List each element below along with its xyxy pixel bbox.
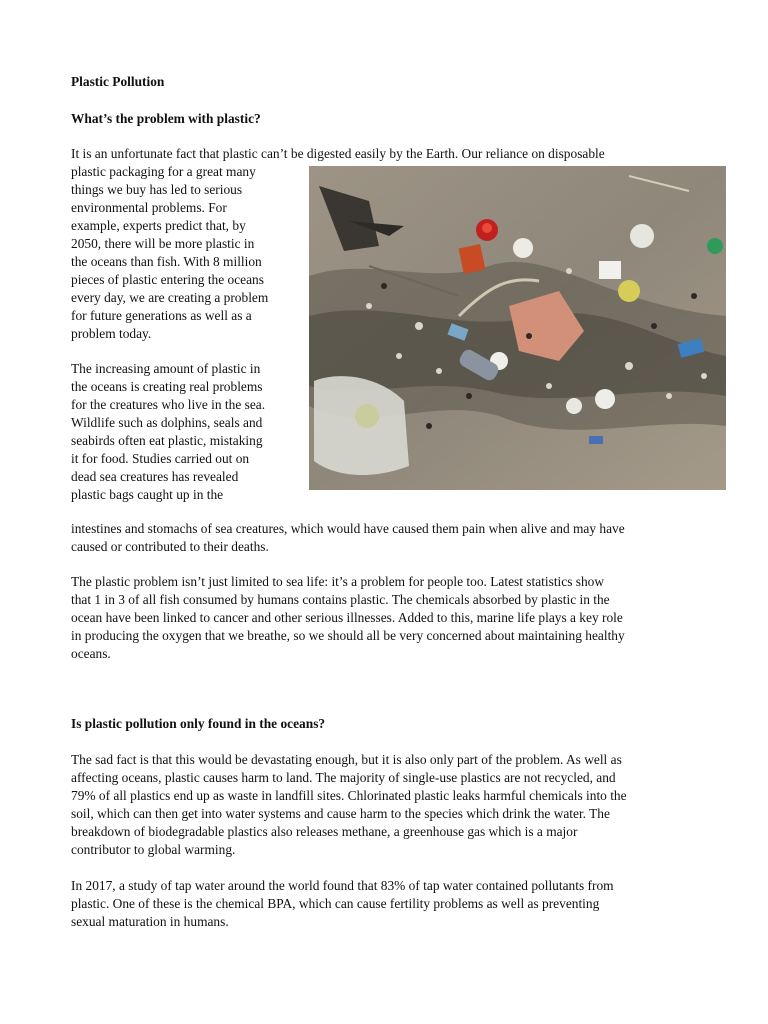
paragraph-line: environmental problems. For [71, 200, 227, 215]
paragraph-line: In 2017, a study of tap water around the world found that 83% of tap water contained pollutants from [71, 878, 614, 893]
paragraph-line: plastic bags caught up in the [71, 487, 224, 502]
paragraph-line: It is an unfortunate fact that plastic can’t be digested easily by the Earth. Our reliance on disposable [71, 146, 605, 161]
paragraph-line: things we buy has led to serious [71, 182, 243, 197]
section-heading: What’s the problem with plastic? [71, 111, 261, 126]
paragraph-line: 2050, there will be more plastic in [71, 236, 255, 251]
paragraph-line: The increasing amount of plastic in [71, 361, 261, 376]
paragraph-line: the oceans is creating real problems [71, 379, 263, 394]
paragraph-line: plastic packaging for a great many [71, 164, 256, 179]
paragraph-line: plastic. One of these is the chemical BPA, which can cause fertility problems as well as preventing [71, 896, 600, 911]
paragraph-line: soil, which can then get into water systems and cause harm to the species which drink the water. The [71, 806, 610, 821]
paragraph-line: intestines and stomachs of sea creatures, which would have caused them pain when alive and may have [71, 521, 625, 536]
section-heading: Is plastic pollution only found in the oceans? [71, 716, 326, 731]
paragraph-line: pieces of plastic entering the oceans [71, 272, 264, 287]
paragraph-line: every day, we are creating a problem [71, 290, 269, 305]
paragraph-line: caused or contributed to their deaths. [71, 539, 269, 554]
document-title: Plastic Pollution [71, 74, 165, 89]
paragraph-line: it for food. Studies carried out on [71, 451, 250, 466]
paragraph-line: example, experts predict that, by [71, 218, 246, 233]
paragraph-line: for the creatures who live in the sea. [71, 397, 266, 412]
paragraph-line: for future generations as well as a [71, 308, 252, 323]
paragraph-line: in producing the oxygen that we breathe, so we should all be very concerned about maintaining healthy [71, 628, 625, 643]
paragraph-line: The plastic problem isn’t just limited to sea life: it’s a problem for people too. Latest statistics show [71, 574, 605, 589]
paragraph-line: the oceans than fish. With 8 million [71, 254, 262, 269]
paragraph-line: Wildlife such as dolphins, seals and [71, 415, 263, 430]
paragraph-line: breakdown of biodegradable plastics also releases methane, a greenhouse gas which is a major [71, 824, 578, 839]
plastic-debris-photo [309, 166, 726, 490]
paragraph-line: that 1 in 3 of all fish consumed by humans contains plastic. The chemicals absorbed by plastic in the [71, 592, 610, 607]
paragraph-line: seabirds often eat plastic, mistaking [71, 433, 263, 448]
paragraph-line: affecting oceans, plastic causes harm to land. The majority of single-use plastics are not recycled, and [71, 770, 616, 785]
paragraph-line: problem today. [71, 326, 152, 341]
paragraph-line: contributor to global warming. [71, 842, 236, 857]
paragraph-line: 79% of all plastics end up as waste in landfill sites. Chlorinated plastic leaks harmful chemicals into the [71, 788, 627, 803]
paragraph-line: ocean have been linked to cancer and other serious illnesses. Added to this, marine life plays a key role [71, 610, 623, 625]
paragraph-line: sexual maturation in humans. [71, 914, 229, 929]
paragraph-line: dead sea creatures has revealed [71, 469, 239, 484]
paragraph-line: The sad fact is that this would be devastating enough, but it is also only part of the problem. As well as [71, 752, 622, 767]
paragraph-line: oceans. [71, 646, 111, 661]
